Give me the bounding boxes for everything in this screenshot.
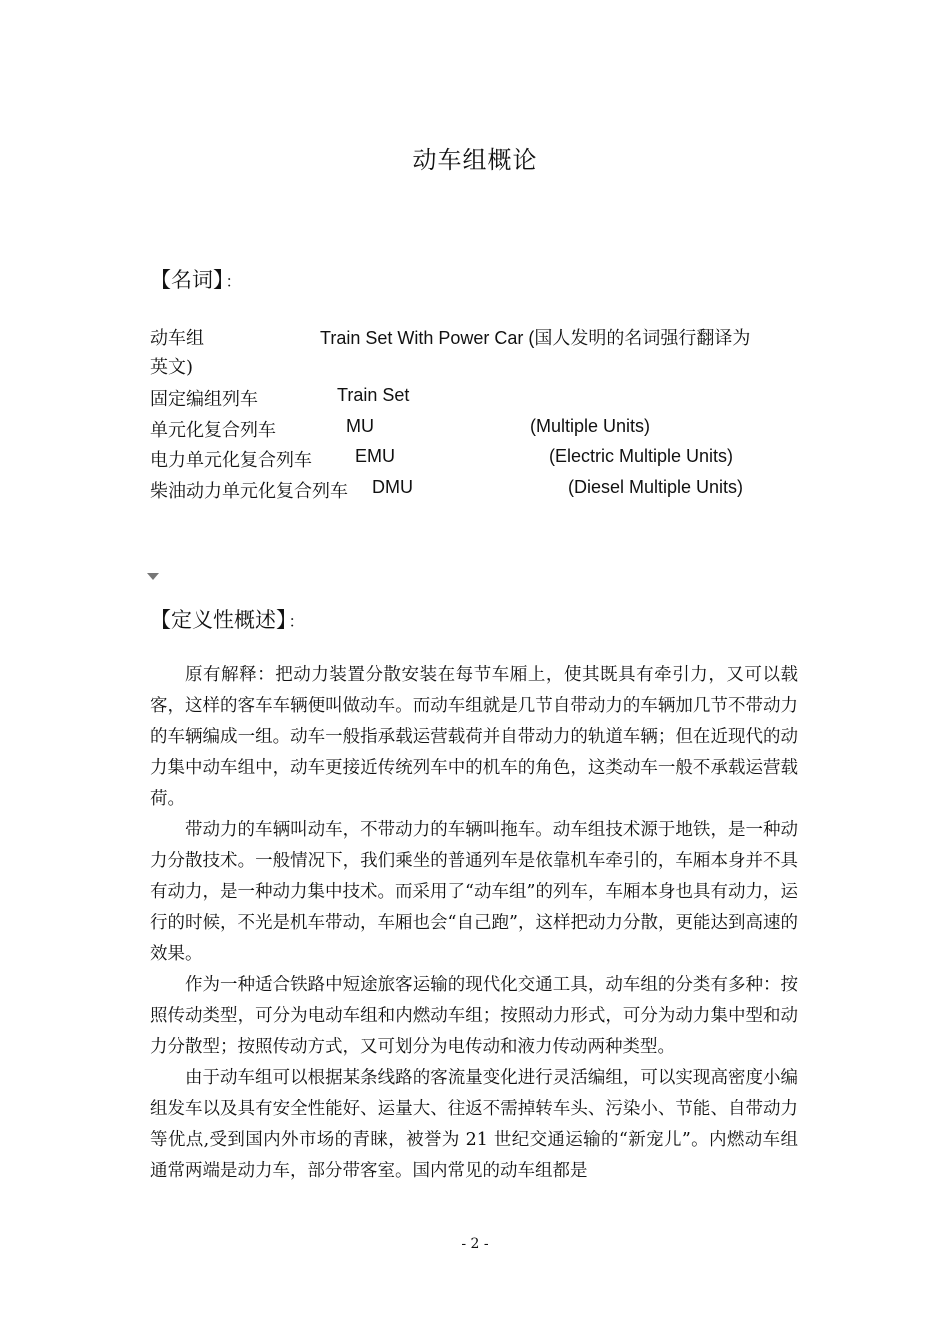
term-cn: 电力单元化复合列车 — [150, 450, 312, 471]
definition-heading — [150, 604, 305, 634]
term-paren: (Diesel Multiple Units) — [568, 477, 744, 497]
definition-heading-text: 【定义性概述】 — [150, 608, 287, 632]
term-wrap-line: 英文) — [150, 357, 194, 378]
body-text — [150, 660, 798, 1187]
definition-heading-colon: ： — [288, 612, 305, 631]
paragraph: 带动力的车辆叫动车，不带动力的车辆叫拖车。动车组技术源于地铁，是一种动力分散技术。一般情况下，我们乘坐的普通列车是依靠机车牵引的，车厢本身并不具有动力，是一种动力集中技术。而采用了“动车组”的列车，车厢本身也具有动力，运行的时候，不光是机车带动，车厢也会“自己跑”，这样把动力分散，更能达到高速的效果。 — [150, 820, 798, 964]
term-cn: 单元化复合列车 — [150, 420, 276, 441]
document-title: 动车组概论 — [412, 146, 538, 174]
paragraph: 由于动车组可以根据某条线路的客流量变化进行灵活编组，可以实现高密度小编组发车以及具有安全性能好、运量大、往返不需掉转车头、污染小、节能、自带动力等优点,受到国内外市场的青睐，被誉为 21 世纪交通运输的“新宠儿”。内燃动车组通常两端是动力车，部分带客室。国内常见的动车组都是 — [150, 1068, 798, 1181]
terms-heading-text: 【名词】 — [150, 268, 224, 292]
term-en: MU — [346, 416, 374, 436]
term-en: DMU — [372, 477, 413, 497]
term-paren: (Electric Multiple Units) — [549, 446, 734, 466]
term-en: EMU — [355, 446, 395, 466]
term-en: Train Set With Power Car (国人发明的名词强行翻译为 — [320, 328, 751, 348]
terms-heading-colon: ： — [225, 272, 242, 291]
term-cn: 动车组 — [150, 328, 204, 349]
term-paren: (Multiple Units) — [530, 416, 651, 436]
collapse-triangle-icon[interactable] — [147, 573, 159, 580]
term-en: Train Set — [337, 385, 410, 405]
page-number: - 2 - — [461, 1236, 489, 1252]
paragraph: 原有解释：把动力装置分散安装在每节车厢上，使其既具有牵引力，又可以载客，这样的客车车辆便叫做动车。而动车组就是几节自带动力的车辆加几节不带动力的车辆编成一组。动车一般指承载运营载荷并自带动力的轨道车辆；但在近现代的动力集中动车组中，动车更接近传统列车中的机车的角色，这类动车一般不承载运营载荷。 — [150, 665, 798, 809]
term-cn: 固定编组列车 — [150, 389, 258, 410]
term-cn: 柴油动力单元化复合列车 — [150, 481, 348, 502]
terms-heading — [150, 264, 242, 294]
paragraph: 作为一种适合铁路中短途旅客运输的现代化交通工具，动车组的分类有多种：按照传动类型，可分为电动车组和内燃动车组；按照动力形式，可分为动力集中型和动力分散型；按照传动方式，又可划分为电传动和液力传动两种类型。 — [150, 975, 798, 1057]
